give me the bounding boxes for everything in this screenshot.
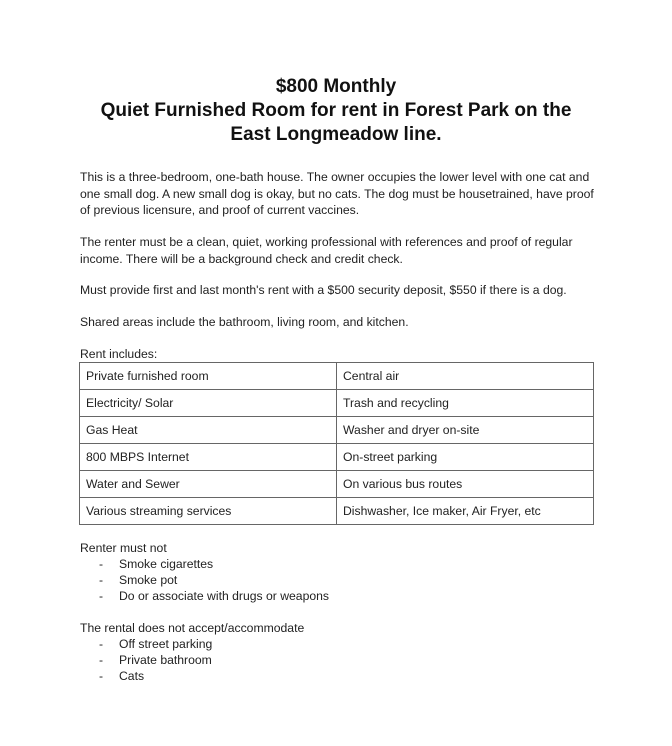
table-cell: Private furnished room — [80, 363, 337, 390]
not-accepted-heading: The rental does not accept/accommodate — [80, 621, 305, 635]
deposit-paragraph: Must provide first and last month's rent with a $500 security deposit, $550 if there is a dog. — [80, 283, 567, 297]
list-item — [80, 668, 600, 684]
page-title — [0, 75, 672, 147]
shared-areas-paragraph: Shared areas include the bathroom, living room, and kitchen. — [80, 315, 409, 329]
renter-must-not-heading: Renter must not — [80, 541, 167, 555]
dash-bullet: - — [99, 557, 104, 571]
list-item-text: Do or associate with drugs or weapons — [119, 589, 330, 603]
table-cell: Washer and dryer on-site — [337, 417, 594, 444]
dash-bullet: - — [99, 589, 104, 603]
title-line-1: Quiet Furnished Room for rent in Forest Park on the — [100, 100, 572, 121]
table-cell: 800 MBPS Internet — [80, 444, 337, 471]
list-item — [80, 556, 600, 572]
renter-must-not-section — [80, 540, 600, 604]
rent-includes-table — [79, 362, 594, 525]
table-cell: Water and Sewer — [80, 471, 337, 498]
not-accepted-list — [80, 636, 600, 684]
table-cell: Electricity/ Solar — [80, 390, 337, 417]
dash-bullet: - — [99, 573, 104, 587]
list-item-text: Off street parking — [119, 637, 213, 651]
list-item-text: Smoke cigarettes — [119, 557, 214, 571]
table-row — [80, 471, 594, 498]
title-line-2: East Longmeadow line. — [230, 124, 442, 145]
dash-bullet: - — [99, 669, 104, 683]
list-item — [80, 572, 600, 588]
table-row — [80, 498, 594, 525]
list-item — [80, 588, 600, 604]
list-item-text: Smoke pot — [119, 573, 178, 587]
table-cell: On-street parking — [337, 444, 594, 471]
table-row — [80, 390, 594, 417]
table-cell: Various streaming services — [80, 498, 337, 525]
house-description-paragraph: This is a three-bedroom, one-bath house. The owner occupies the lower level with one cat and one small dog. A new small dog is okay, but no cats. The dog must be housetrained, have proof of previous licensure, and proof of current vaccines. — [80, 170, 594, 217]
rent-includes-label: Rent includes: — [80, 347, 158, 361]
table-cell: Dishwasher, Ice maker, Air Fryer, etc — [337, 498, 594, 525]
list-item-text: Private bathroom — [119, 653, 212, 667]
table-cell: On various bus routes — [337, 471, 594, 498]
price-heading: $800 Monthly — [275, 76, 397, 97]
table-cell: Gas Heat — [80, 417, 337, 444]
list-item — [80, 652, 600, 668]
table-row — [80, 444, 594, 471]
renter-must-not-list — [80, 556, 600, 604]
dash-bullet: - — [99, 637, 104, 651]
dash-bullet: - — [99, 653, 104, 667]
table-row — [80, 363, 594, 390]
table-row — [80, 417, 594, 444]
table-cell: Trash and recycling — [337, 390, 594, 417]
list-item — [80, 636, 600, 652]
not-accepted-section — [80, 620, 600, 684]
list-item-text: Cats — [119, 669, 145, 683]
table-cell: Central air — [337, 363, 594, 390]
renter-requirements-paragraph: The renter must be a clean, quiet, working professional with references and proof of regular income. There will be a background check and credit check. — [80, 235, 573, 266]
